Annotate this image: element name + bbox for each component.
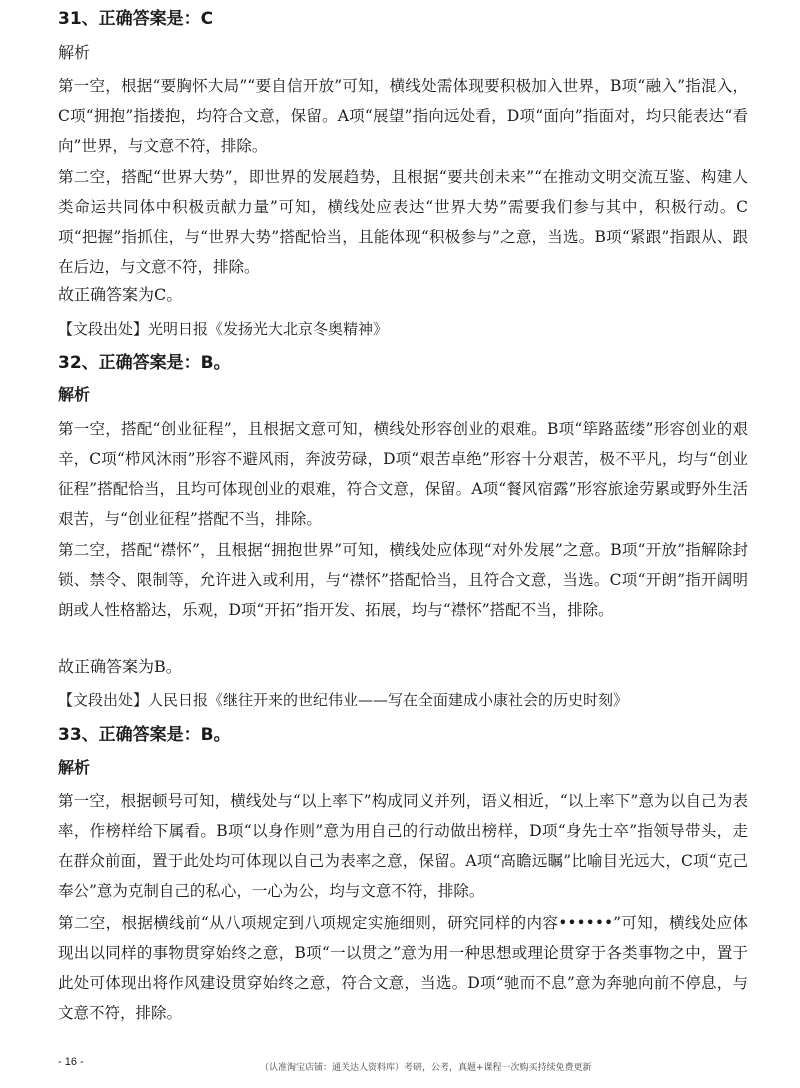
q32-heading: 32、正确答案是：B。: [58, 353, 231, 373]
q31-source: 【文段出处】光明日报《发扬光大北京冬奥精神》: [58, 320, 389, 338]
q31-heading: 31、正确答案是：C: [58, 9, 214, 29]
q33-paragraph-2: 第二空，根据横线前“从八项规定到八项规定实施细则，研究同样的内容••••••”可知，横线处应体现出以同样的事物贯穿始终之意，B项“一以贯之”意为用一种思想或理论贯穿于各类事物之中，置于此处可体现出将作风建设贯穿始终之意，符合文意，当选。D项“驰而不息”意为奔驰向前不停息，与文意不符，排除。: [58, 914, 748, 1022]
q31-analysis-label: 解析: [58, 43, 91, 62]
q32-analysis-label: 解析: [58, 385, 91, 404]
q32-paragraph-1: 第一空，搭配“创业征程”，且根据文意可知，横线处形容创业的艰难。B项“筚路蓝缕”形容创业的艰辛，C项“栉风沐雨”形容不避风雨，奔波劳碌，D项“艰苦卓绝”形容十分艰苦，极不平凡，均与“创业征程”搭配恰当，且均可体现创业的艰难，符合文意，保留。A项“餐风宿露”形容旅途劳累或野外生活艰苦，与“创业征程”搭配不当，排除。: [58, 420, 748, 528]
page-number: - 16 -: [58, 1056, 84, 1068]
q32-conclusion: 故正确答案为B。: [58, 657, 182, 676]
q32-source: 【文段出处】人民日报《继往开来的世纪伟业——写在全面建成小康社会的历史时刻》: [58, 691, 629, 709]
footer-note: （认准淘宝店铺：通关达人资料库）考研，公考，真题+课程一次购买持续免费更新: [260, 1063, 592, 1073]
q31-paragraph-2: 第二空，搭配“世界大势”，即世界的发展趋势，且根据“要共创未来”“在推动文明交流互鉴、构建人类命运共同体中积极贡献力量”可知，横线处应表达“世界大势”需要我们参与其中，积极行动。C项“把握”指抓住，与“世界大势”搭配恰当，且能体现“积极参与”之意，当选。B项“紧跟”指跟从、跟在后边，与文意不符，排除。: [58, 168, 748, 276]
q33-analysis-label: 解析: [58, 758, 91, 777]
q33-paragraph-1: 第一空，根据顿号可知，横线处与“以上率下”构成同义并列，语义相近，“以上率下”意为以自己为表率，作榜样给下属看。B项“以身作则”意为用自己的行动做出榜样，D项“身先士卒”指领导带头，走在群众前面，置于此处均可体现以自己为表率之意，保留。A项“高瞻远瞩”比喻目光远大，C项“克己奉公”意为克制自己的私心，一心为公，均与文意不符，排除。: [58, 792, 748, 900]
q31-paragraph-1: 第一空，根据“要胸怀大局”“要自信开放”可知，横线处需体现要积极加入世界，B项“融入”指混入，C项“拥抱”指搂抱，均符合文意，保留。A项“展望”指向远处看，D项“面向”指面对，均只能表达“看向”世界，与文意不符，排除。: [58, 77, 748, 155]
q33-heading: 33、正确答案是：B。: [58, 725, 231, 745]
q32-paragraph-2: 第二空，搭配“襟怀”，且根据“拥抱世界”可知，横线处应体现“对外发展”之意。B项“开放”指解除封锁、禁令、限制等，允许进入或利用，与“襟怀”搭配恰当，且符合文意，当选。C项“开朗”指开阔明朗或人性格豁达，乐观，D项“开拓”指开发、拓展，均与“襟怀”搭配不当，排除。: [58, 541, 748, 619]
q31-conclusion: 故正确答案为C。: [58, 285, 183, 304]
